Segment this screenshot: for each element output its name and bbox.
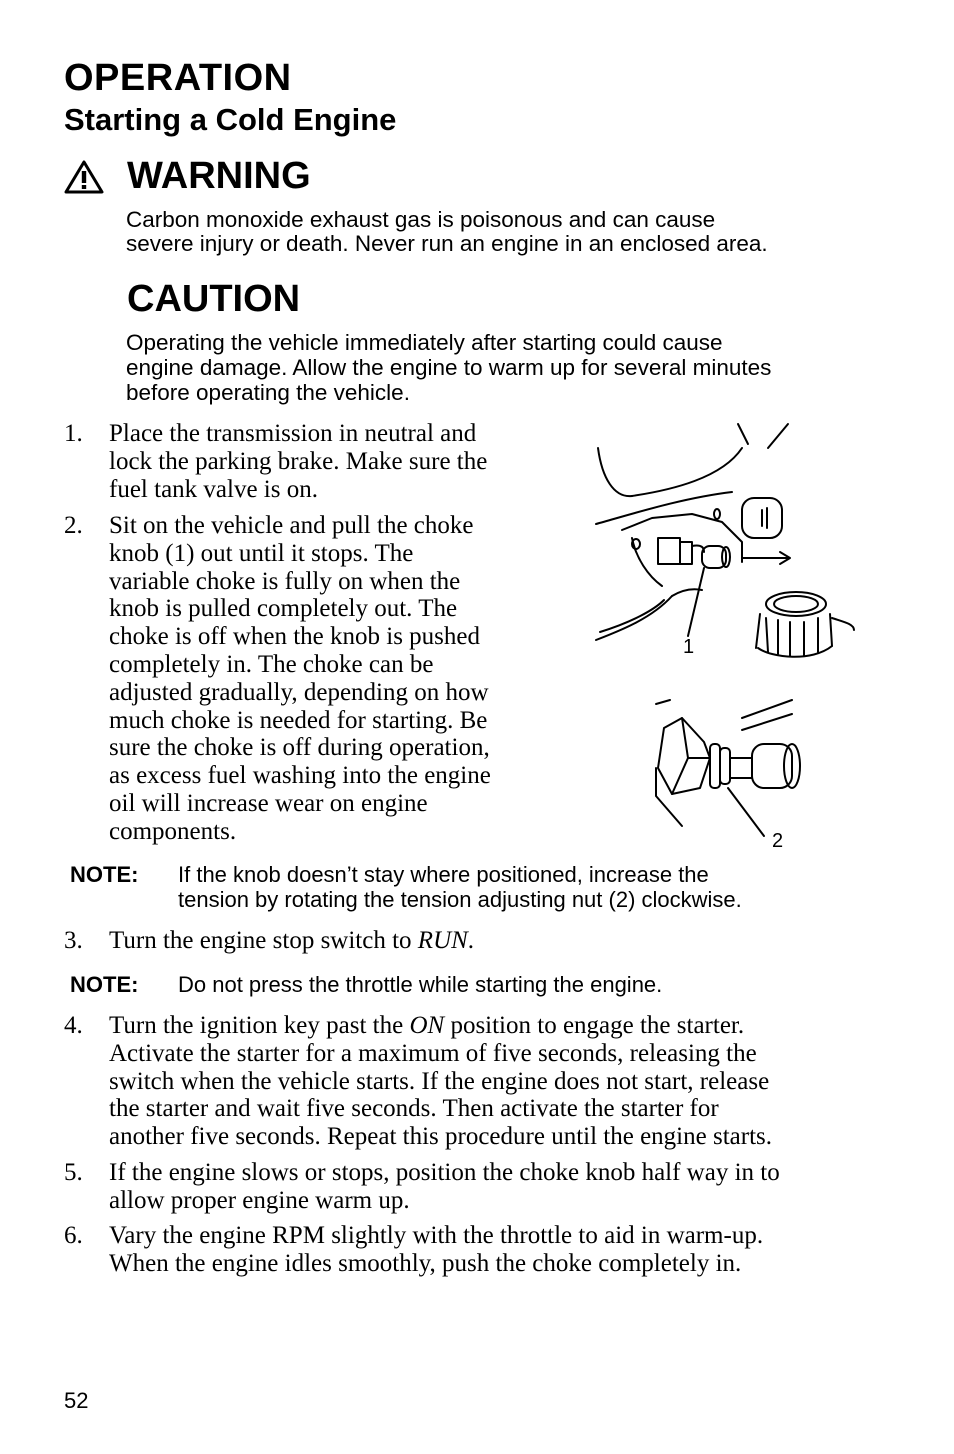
step-line: knob (1) out until it stops. The	[109, 539, 414, 567]
note-label: NOTE:	[70, 972, 139, 997]
note-text	[178, 862, 742, 912]
step-line: Activate the starter for a maximum of five seconds, releasing the	[109, 1039, 757, 1067]
step-line: If the engine slows or stops, position the choke knob half way in to	[109, 1159, 780, 1186]
step-line: Place the transmission in neutral and	[109, 420, 477, 447]
callout-1-label: 1	[683, 636, 695, 658]
step-emphasis: ON	[409, 1012, 445, 1039]
step-emphasis: RUN	[417, 927, 468, 954]
step-text	[109, 420, 487, 503]
callout-2-label: 2	[772, 830, 784, 852]
caution-title: CAUTION	[127, 278, 301, 320]
step-text	[109, 1159, 780, 1215]
step-line: fuel tank valve is on.	[109, 475, 318, 503]
step-line: adjusted gradually, depending on how	[109, 678, 489, 706]
step-line: allow proper engine warm up.	[109, 1186, 410, 1214]
step-number: 1.	[64, 420, 83, 447]
note-line: Do not press the throttle while starting the engine.	[178, 972, 663, 997]
step-line	[109, 1012, 772, 1040]
step-text-part: Turn the engine stop switch to	[109, 927, 418, 954]
step-number: 6.	[64, 1222, 83, 1249]
step-line: sure the choke is off during operation,	[109, 734, 490, 762]
note-text	[178, 972, 662, 997]
step-line: Vary the engine RPM slightly with the throttle to aid in warm-up.	[109, 1222, 764, 1249]
step-number: 2.	[64, 512, 83, 539]
step-text	[109, 927, 474, 955]
step-line: components.	[109, 817, 237, 845]
caution-line: engine damage. Allow the engine to warm up for several minutes	[126, 355, 772, 380]
step-text-part: .	[467, 927, 475, 954]
note-line: tension by rotating the tension adjusting nut (2) clockwise.	[178, 887, 742, 912]
note-label: NOTE:	[70, 862, 139, 887]
step-line: Sit on the vehicle and pull the choke	[109, 512, 474, 539]
step-line: lock the parking brake. Make sure the	[109, 447, 488, 475]
step-text	[109, 512, 491, 846]
step-text	[109, 1012, 772, 1151]
step-line: the starter and wait five seconds. Then activate the starter for	[109, 1095, 719, 1123]
step-text	[109, 1222, 763, 1278]
step-line: When the engine idles smoothly, push the choke completely in.	[109, 1249, 742, 1277]
warning-title: WARNING	[127, 155, 311, 197]
page-number: 52	[64, 1388, 89, 1413]
step-number: 5.	[64, 1159, 83, 1186]
step-line: completely in. The choke can be	[109, 650, 434, 678]
warning-line: Carbon monoxide exhaust gas is poisonous and can cause	[126, 207, 716, 232]
step-number: 4.	[64, 1012, 83, 1039]
section-title: OPERATION	[64, 57, 292, 99]
step-line: oil will increase wear on engine	[109, 789, 428, 817]
step-line: variable choke is fully on when the	[109, 567, 461, 595]
step-line: as excess fuel washing into the engine	[109, 762, 491, 790]
step-line: choke is off when the knob is pushed	[109, 623, 481, 651]
step-line: knob is pulled completely out. The	[109, 595, 458, 623]
warning-text	[126, 208, 886, 256]
step-line: another five seconds. Repeat this procedure until the engine starts.	[109, 1123, 772, 1151]
step-number: 3.	[64, 927, 83, 954]
step-text-part: position to engage the starter.	[444, 1012, 745, 1039]
step-text-part: Turn the ignition key past the	[109, 1012, 410, 1039]
caution-text	[126, 330, 886, 405]
choke-knob-illustration	[592, 418, 872, 858]
step-line: switch when the vehicle starts. If the engine does not start, release	[109, 1067, 770, 1095]
warning-triangle-icon	[64, 160, 104, 194]
caution-line: Operating the vehicle immediately after starting could cause	[126, 330, 723, 355]
note-line: If the knob doesn’t stay where positioned, increase the	[178, 862, 709, 887]
subsection-title: Starting a Cold Engine	[64, 102, 397, 137]
step-line: much choke is needed for starting. Be	[109, 706, 488, 734]
warning-line: severe injury or death. Never run an engine in an enclosed area.	[126, 231, 768, 256]
caution-line: before operating the vehicle.	[126, 380, 410, 405]
